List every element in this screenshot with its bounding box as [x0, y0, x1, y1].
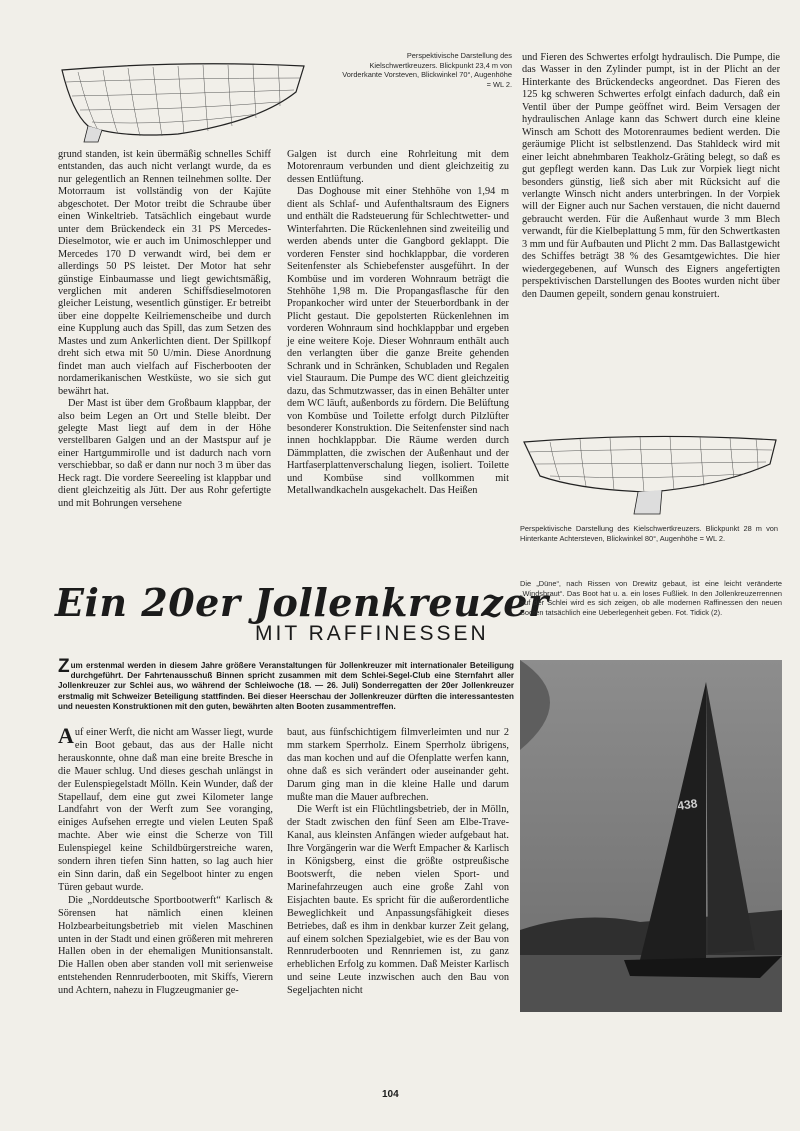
paragraph: und Fieren des Schwertes erfolgt hydraulisch. Die Pumpe, die das Wasser in den Zylinder pumpt, ist in der Plicht an der Hinterkante des Brückendecks angeordnet. Das Fieren des 125 kg schweren Schwertes erfolgt einfach dadurch, daß ein Ventil über der Pumpe geöffnet wird. Beim Versagen der hydraulischen Anlage kann das Schwert durch eine kleine Winsch am Schott des Motorenraumes bedient werden. Die geräumige Plicht ist selbstlenzend. Das Stahldeck wird mit einer leicht abnehmbaren Teakholz-Gräting belegt, so daß es gut gepflegt werden kann. Das Luk zur Vorpiek liegt nicht besonders günstig, ließ sich aber mit Rücksicht auf die verlangte Winsch nicht anders unterbringen. In der Vorpiek will der Eigner auch nur Sachen verstauen, die nicht dauernd gebraucht werden. Für die Außenhaut wurde 3 mm Blech verwandt, für die Kielbeplattung 5 mm, für den Schwertkasten 3 mm und für Aufbauten und Plicht 2 mm. Das Ballastgewicht des Schiffes beträgt 38 % des Gesamtgewichtes. Die hier wiedergegebenen, auf Wunsch des Eigners angefertigten perspektivischen Darstellungen des Bootes wurden nicht über den Daumen gepeilt, sondern genau konstruiert.	[522, 52, 780, 300]
photo-caption: Die „Düne“, nach Rissen von Drewitz gebaut, ist eine leicht veränderte „Windsbraut“. Das Boot hat u. a. ein loses Fußliek. In den Jollenkreuzerrennen auf der Schlei wird es sich zeigen, ob alle modernen Raffinessen den neuen Booten tatsächlich eine Ueberlegenheit geben. Fot. Tidick (2).	[520, 579, 782, 617]
paragraph: Die „Norddeutsche Sportbootwerft“ Karlisch & Sörensen hat nämlich einen kleinen Holzbearbeitungsbetrieb mit vielen Maschinen unten in der Stadt und einen größeren mit mehreren Hallen oben in der ehemaligen Munitionsanstalt. Die Hallen oben aber standen voll mit serienweise entstehenden Rennruderbooten, mit Skiffs, Vierern und Achtern, nahezu in Flugzeugmanier ge-	[58, 894, 273, 997]
article-intro	[58, 656, 514, 712]
intro-dropcap: Z	[58, 656, 70, 677]
article-column-2	[287, 727, 509, 998]
headline-subtitle: MIT RAFFINESSEN	[255, 622, 489, 645]
drawing-caption-mid: Perspektivische Darstellung des Kielschwertkreuzers. Blickpunkt 28 m von Hinterkante Achtersteven, Blickwinkel 80°, Augenhöhe = WL 2.	[520, 524, 778, 543]
headline-title: Ein 20er Jollenkreuzer	[55, 580, 549, 625]
paragraph: Die Werft ist ein Flüchtlingsbetrieb, der in Mölln, der Stadt zwischen den fünf Seen am Elbe-Trave-Kanal, aus kleinsten Anfängen wieder aufgebaut hat. Ihre Vorgängerin war die Werft Empacher & Karlisch in Königsberg, einst die größte ostpreußische Bootswerft, die neben vielen Sport- und Marinefahrzeugen auch eine große Zahl von Eisjachten baute. Es spricht für die außerordentliche Beweglichkeit und Anpassungsfähigkeit dieses Betriebes, daß es ihm in denkbar kurzer Zeit gelang, auf einem solchen Spezialgebiet, wie es der Bau von Rennruderbooten und Rennriemen ist, zu ganz erheblichen Erfolg zu kommen. Daß Meister Karlisch und seine Leute inzwischen auch den Bau von Segeljachten nicht	[287, 804, 509, 997]
text-column-1	[58, 149, 271, 510]
hull-perspective-drawing-top	[58, 52, 308, 144]
paragraph: baut, aus fünfschichtigem filmverleimten und nur 2 mm starkem Sperrholz. Einem Sperrholz übrigens, das man kochen und auf die Ofenplatte werfen kann, ohne daß es sich verändert oder auseinander geht. Darum ging man in die kleine Halle und darum mußte man die Mauer aufbrechen.	[287, 727, 509, 803]
paragraph: grund standen, ist kein übermäßig schnelles Schiff entstanden, das auch nicht verlangt wurde, da es nur gelegentlich an Rennen teilnehmen sollte. Der Motorraum ist vollständig von der Kajüte abgeschotet. Der Motor treibt die Schraube über einen Winkeltrieb. Tatsächlich eingebaut wurde unter dem Brückendeck ein 31 PS Mercedes-Dieselmotor, wie er auch im Unimoschlepper und Mercedes 170 D verwandt wird, bei dem er allerdings 50 PS leistet. Der Motor hat sehr günstige Einbaumasse und liegt gewichtsmäßig, verglichen mit anderen Schiffsdieselmotoren gleicher Leistung, wesentlich günstiger. Er betreibt über eine doppelte Keilriemenscheibe und durch eine Kupplung auch das Spill, das zum Setzen des Mastes und zum Ankerlichten dient. Der Spillkopf dreht sich etwa mit 50 U/min. Diese Anordnung findet man auch vielfach auf Fischerbooten der nordamerikanischen Westküste, wo sie sich gut bewährt hat.	[58, 149, 271, 397]
paragraph-text: uf einer Werft, die nicht am Wasser liegt, wurde ein Boot gebaut, das aus der Halle nicht herauskonnte, ohne daß man eine breite Bresche in die Mauer schlug. Und dieses geschah unlängst in der Eulenspiegelstadt Mölln. Kein Wunder, daß der Stapellauf, dem eine gut zwei Kilometer lange Landfahrt von der Werft zum See voranging, einiges Aufsehen erregte und vielen Leuten Spaß machte. Aber wie einst die Scherze von Till Eulenspiegel keine Schildbürgerstreiche waren, sondern ihren tiefen Sinn hatten, so lag auch hier ein Sinn darin, daß ein Segelboot hinter zu engen Türen gebaut wurde.	[58, 727, 273, 893]
drawing-caption-top: Perspektivische Darstellung des Kielschwertkreuzers. Blickpunkt 23,4 m von Vorderkante Vorsteven, Blickwinkel 70°, Augenhöhe = WL 2.	[342, 51, 512, 89]
article-column-1	[58, 723, 273, 998]
sail-number: 438	[676, 796, 699, 813]
paragraph: Das Doghouse mit einer Stehhöhe von 1,94 m dient als Schlaf- und Aufenthaltsraum des Eigners und enthält die Radsteuerung für Schlechtwetter- und Winterfahrten. Die Rückenlehnen sind zweiteilig und werden abends unter die Gangbord geklappt. Die vorderen Fenster sind hochklappbar, die vorderen Seitenfenster als Schiebefenster ausgeführt. In der Kombüse und im vorderen Wohnraum beträgt die Stehhöhe 1,98 m. Die Propangasflasche für den Propankocher wird unter der Steuerbordbank in der Plicht gestaut. Die gepolsterten Rückenlehnen im vorderen Wohnraum sind hochklappbar und ergeben je eine weitere Koje. Dieser Wohnraum enthält auch den verlangten über die ganze Breite gehenden Schrank und in Schränken, Schubladen und Regalen viel Stauraum. Die Pumpe des WC dient gleichzeitig dazu, das Schmutzwasser, das in einen Behälter unter dem WC läuft, außenbords zu fördern. Die Belüftung von Kombüse und Toilette erfolgt durch Pilzlüfter besonderer Konstruktion. Die Seitenfenster sind nach innen hochklappbar. Die Räume werden durch Dämmplatten, die zwischen der Außenhaut und der Hartfaserplattenverschalung liegen, isoliert. Toilette und Kombüse sind vollkommen mit Metallwandkacheln ausgekachelt. Das Heißen	[287, 186, 509, 497]
hull-perspective-drawing-stern	[520, 428, 780, 518]
intro-text: um erstenmal werden in diesem Jahre größere Veranstaltungen für Jollenkreuzer mit internationaler Beteiligung durchgeführt. Der Fahrtenausschuß Binnen spricht zusammen mit dem Schlei-Segel-Club eine Sternfahrt aller Jollenkreuzer zur Schlei aus, wo während der Schleiwoche (18. — 26. Juli) Sonderregatten der 20er Jollenkreuzer erstmalig mit Schweizer Beteiligung stattfinden. Bei dieser Heerschau der Jollenkreuzer dürften die interessantesten und neuesten Konstruktionen mit den guten, bewährten alten Booten zusammentreffen.	[58, 661, 514, 711]
paragraph	[58, 723, 273, 895]
article-dropcap: A	[58, 723, 74, 748]
sailboat-photo	[520, 660, 782, 1012]
paragraph: Galgen ist durch eine Rohrleitung mit dem Motorenraum verbunden und dient gleichzeitig zu dessen Entlüftung.	[287, 149, 509, 185]
paragraph: Der Mast ist über dem Großbaum klappbar, der also beim Legen an Ort und Stelle bleibt. Der gelegte Mast liegt auf dem in der Höhe verstellbaren Galgen und an der Mastspur auf je einer Hartgummirolle und ist dadurch nach vorn verschiebbar, so daß er dann nur noch 3 m über das Heck ragt. Die vordere Seereeling ist klappbar und dient gleichzeitig als Jütt. Der aus Rohr gefertigte und mit Bohrungen versehene	[58, 398, 271, 509]
sailboat-photo-image	[520, 660, 782, 1012]
page-number: 104	[382, 1089, 399, 1100]
text-column-2	[287, 149, 509, 498]
text-column-3	[522, 52, 780, 301]
